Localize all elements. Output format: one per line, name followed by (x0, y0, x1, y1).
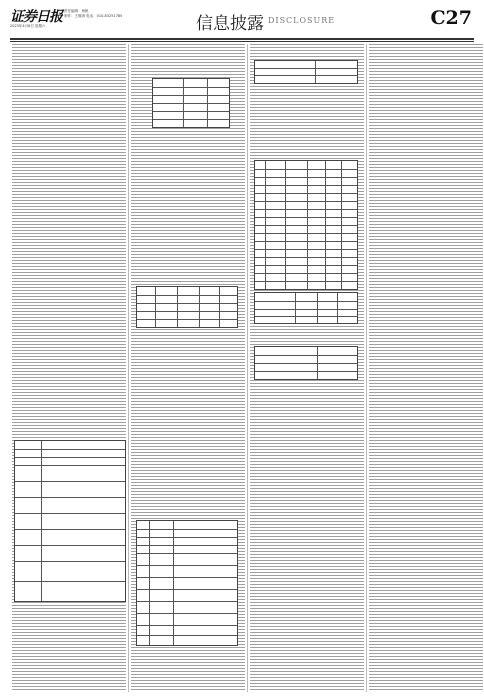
data-table (136, 520, 238, 646)
column-divider (366, 44, 367, 692)
data-table (14, 440, 126, 602)
issue-date: 2023年4月8日 星期六 (10, 24, 46, 28)
header-rule (10, 38, 474, 40)
data-table (136, 286, 238, 328)
header-rule-thin (10, 41, 474, 42)
editor-line: 责任编辑：杨帆 (64, 9, 89, 13)
data-table (254, 60, 358, 84)
column-divider (128, 44, 129, 692)
contact-line: 制作：王敬涛 电话：010-83251785 (64, 14, 123, 18)
newspaper-logo: 证券日报 (10, 9, 62, 25)
issue-meta (64, 9, 122, 19)
data-table (254, 160, 358, 290)
column-divider (247, 44, 248, 692)
section-title: 信息披露 (196, 14, 264, 34)
page-number: C27 (430, 7, 472, 29)
text-column-4 (369, 44, 483, 692)
data-table (254, 292, 358, 324)
data-table (254, 346, 358, 380)
data-table (152, 78, 230, 128)
section-title-en: DISCLOSURE (268, 16, 336, 25)
